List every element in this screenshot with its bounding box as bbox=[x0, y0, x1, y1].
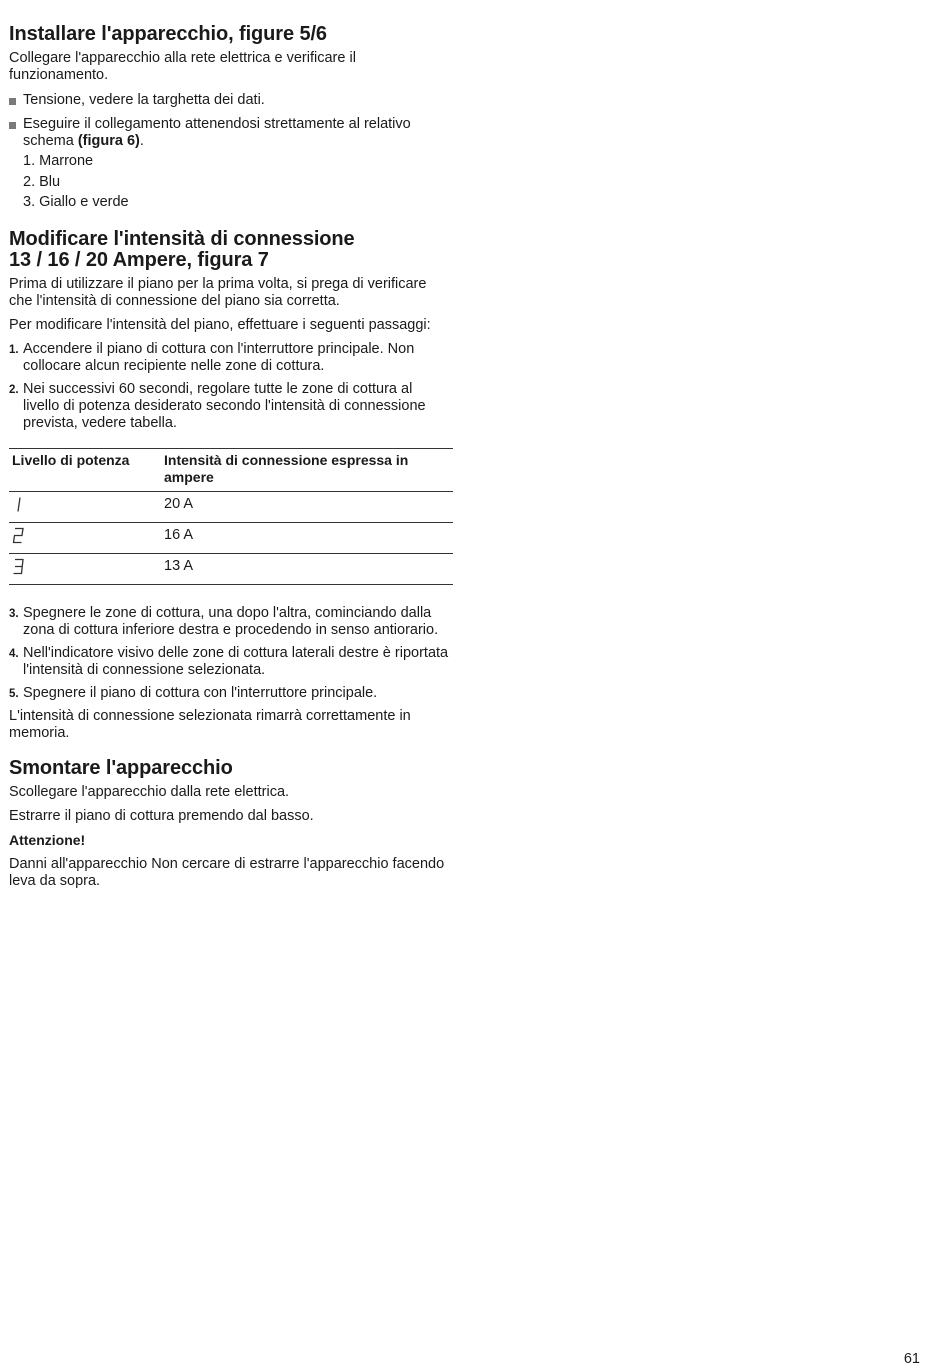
step-text: Nell'indicatore visivo delle zone di cottura laterali destre è riportata l'intensità di connessione selezionata. bbox=[23, 645, 449, 678]
dismantle-paragraph-1: Scollegare l'apparecchio dalla rete elettrica. bbox=[9, 784, 290, 800]
section-connection-intensity bbox=[9, 229, 452, 742]
table-header-ampere: Intensità di connessione espressa in ampere bbox=[164, 452, 409, 485]
step-number: 5. bbox=[9, 688, 19, 700]
section-dismantle bbox=[9, 758, 452, 890]
step-text: Nei successivi 60 secondi, regolare tutte le zone di cottura al livello di potenza desiderato secondo l'intensità di connessione prevista, vedere tabella. bbox=[23, 381, 426, 431]
segment-digit-cell bbox=[9, 492, 161, 523]
step-text: Accendere il piano di cottura con l'interruttore principale. Non collocare alcun recipiente nelle zone di cottura. bbox=[23, 341, 415, 374]
section-install-intro: Collegare l'apparecchio alla rete elettrica e verificare il funzionamento. bbox=[9, 50, 356, 83]
step-item bbox=[9, 381, 452, 432]
wire-color-list bbox=[23, 153, 452, 211]
section-install-title: Installare l'apparecchio, figure 5/6 bbox=[9, 23, 327, 45]
bullet-list bbox=[9, 92, 452, 150]
seven-segment-digit-3-icon bbox=[12, 558, 26, 575]
segment-digit-cell bbox=[9, 523, 161, 554]
section-connection-title bbox=[9, 229, 452, 271]
bullet-text-end: . bbox=[139, 133, 144, 149]
bullet-item-connection bbox=[9, 116, 452, 150]
title-line-2: 13 / 16 / 20 Ampere, figura 7 bbox=[9, 249, 269, 271]
steps-list-after bbox=[9, 605, 452, 702]
wire-color-item: 1. Marrone bbox=[23, 153, 94, 169]
wire-color-item: 3. Giallo e verde bbox=[23, 194, 129, 210]
step-text: Spegnere le zone di cottura, una dopo l'altra, cominciando dalla zona di cottura inferiore destra e procedendo in senso antiorario. bbox=[23, 605, 439, 638]
step-number: 3. bbox=[9, 608, 19, 620]
ampere-value: 20 A bbox=[164, 496, 194, 512]
bullet-item-voltage bbox=[9, 92, 452, 109]
attention-label: Attenzione! bbox=[9, 832, 86, 848]
steps-intro-paragraph: Per modificare l'intensità del piano, effettuare i seguenti passaggi: bbox=[9, 317, 431, 333]
step-number: 4. bbox=[9, 648, 19, 660]
step-item bbox=[9, 645, 452, 679]
ampere-value: 13 A bbox=[164, 558, 194, 574]
section-install bbox=[9, 24, 452, 211]
step-item bbox=[9, 605, 452, 639]
power-level-table bbox=[9, 448, 453, 585]
table-row bbox=[9, 523, 453, 554]
bullet-text: Eseguire il collegamento attenendosi strettamente al relativo schema bbox=[23, 116, 411, 149]
segment-digit-cell bbox=[9, 554, 161, 585]
figure-reference: (figura 6) bbox=[77, 133, 140, 149]
title-line-1: Modificare l'intensità di connessione bbox=[9, 228, 355, 250]
table-row bbox=[9, 492, 453, 523]
square-bullet-icon bbox=[9, 98, 16, 105]
step-item bbox=[9, 685, 452, 702]
step-text: Spegnere il piano di cottura con l'interruttore principale. bbox=[23, 685, 378, 701]
steps-list-before bbox=[9, 341, 452, 432]
table-header-row bbox=[9, 449, 453, 492]
table-header-level: Livello di potenza bbox=[12, 452, 130, 468]
page-number: 61 bbox=[903, 1351, 920, 1367]
table-row bbox=[9, 554, 453, 585]
closing-paragraph: L'intensità di connessione selezionata rimarrà correttamente in memoria. bbox=[9, 708, 411, 741]
seven-segment-digit-1-icon bbox=[12, 496, 26, 513]
ampere-value: 16 A bbox=[164, 527, 194, 543]
wire-color-item: 2. Blu bbox=[23, 173, 61, 190]
section-dismantle-title: Smontare l'apparecchio bbox=[9, 757, 233, 779]
step-item bbox=[9, 341, 452, 375]
step-number: 2. bbox=[9, 384, 19, 396]
intro-paragraph: Prima di utilizzare il piano per la prima volta, si prega di verificare che l'intensità di connessione del piano sia corretta. bbox=[9, 276, 427, 309]
square-bullet-icon bbox=[9, 122, 16, 129]
document-column bbox=[9, 24, 452, 897]
step-number: 1. bbox=[9, 344, 19, 356]
dismantle-paragraph-2: Estrarre il piano di cottura premendo dal basso. bbox=[9, 808, 314, 824]
warning-paragraph: Danni all'apparecchio Non cercare di estrarre l'apparecchio facendo leva da sopra. bbox=[9, 856, 445, 889]
bullet-text: Tensione, vedere la targhetta dei dati. bbox=[23, 92, 265, 108]
seven-segment-digit-2-icon bbox=[12, 527, 26, 544]
